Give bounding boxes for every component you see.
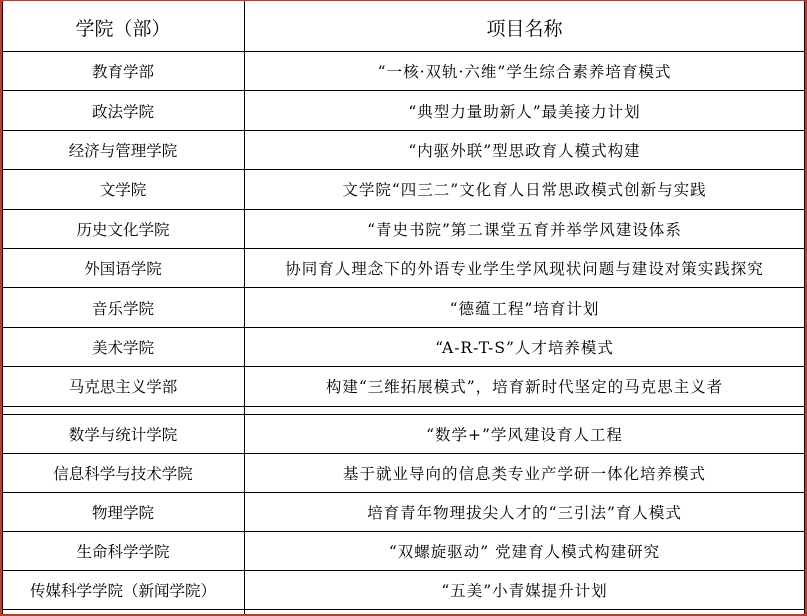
college-cell: 数学与统计学院 <box>2 414 244 453</box>
separator-cell <box>244 406 805 414</box>
college-cell: 生命科学学院 <box>2 532 244 571</box>
project-cell: “德蕴工程”培育计划 <box>244 288 805 327</box>
table-gap <box>2 406 805 414</box>
table-row <box>2 532 805 571</box>
project-cell: 基于就业导向的信息类专业产学研一体化培养模式 <box>244 453 805 492</box>
table-row <box>2 209 805 248</box>
college-cell: 经济与管理学院 <box>2 130 244 169</box>
project-cell: “数学+”学风建设育人工程 <box>244 414 805 453</box>
college-cell: 物理学院 <box>2 492 244 531</box>
college-cell: 音乐学院 <box>2 288 244 327</box>
college-cell: 外国语学院 <box>2 248 244 287</box>
project-cell: 构建“三维拓展模式”，培育新时代坚定的马克思主义者 <box>244 367 805 406</box>
project-cell: “青史书院”第二课堂五育并举学风建设体系 <box>244 209 805 248</box>
table-row <box>2 571 805 610</box>
table-row <box>2 288 805 327</box>
project-cell: “典型力量助新人”最美接力计划 <box>244 91 805 130</box>
table-row <box>2 327 805 366</box>
table-row <box>2 91 805 130</box>
table-row <box>2 367 805 406</box>
project-cell: 文学院“四三二”文化育人日常思政模式创新与实践 <box>244 170 805 209</box>
table-row <box>2 453 805 492</box>
college-cell: 历史文化学院 <box>2 209 244 248</box>
table-row <box>2 414 805 453</box>
project-cell: “五美”小青媒提升计划 <box>244 571 805 610</box>
header-college: 学院（部） <box>2 4 244 52</box>
college-cell: 政法学院 <box>2 91 244 130</box>
project-cell: “双螺旋驱动” 党建育人模式构建研究 <box>244 532 805 571</box>
table-group-2 <box>2 414 805 610</box>
college-cell: 教育学部 <box>2 52 244 91</box>
college-cell: 文学院 <box>2 170 244 209</box>
table-separator-row <box>2 406 805 414</box>
college-cell: 信息科学与技术学院 <box>2 453 244 492</box>
college-cell: 马克思主义学部 <box>2 367 244 406</box>
project-cell: 培育青年物理拔尖人才的“三引法”育人模式 <box>244 492 805 531</box>
table-row <box>2 130 805 169</box>
table-row <box>2 248 805 287</box>
project-cell: 协同育人理念下的外语专业学生学风现状问题与建设对策实践探究 <box>244 248 805 287</box>
table-row <box>2 52 805 91</box>
project-cell: “A-R-T-S”人才培养模式 <box>244 327 805 366</box>
projects-table <box>2 4 805 610</box>
college-cell: 传媒科学学院（新闻学院） <box>2 571 244 610</box>
college-cell: 美术学院 <box>2 327 244 366</box>
table-group-1 <box>2 52 805 407</box>
project-cell: “一核·双轨·六维”学生综合素养培育模式 <box>244 52 805 91</box>
table-row <box>2 170 805 209</box>
header-project: 项目名称 <box>244 4 805 52</box>
table-row <box>2 492 805 531</box>
table-header-row <box>2 4 805 52</box>
separator-cell <box>2 406 244 414</box>
project-cell: “内驱外联”型思政育人模式构建 <box>244 130 805 169</box>
